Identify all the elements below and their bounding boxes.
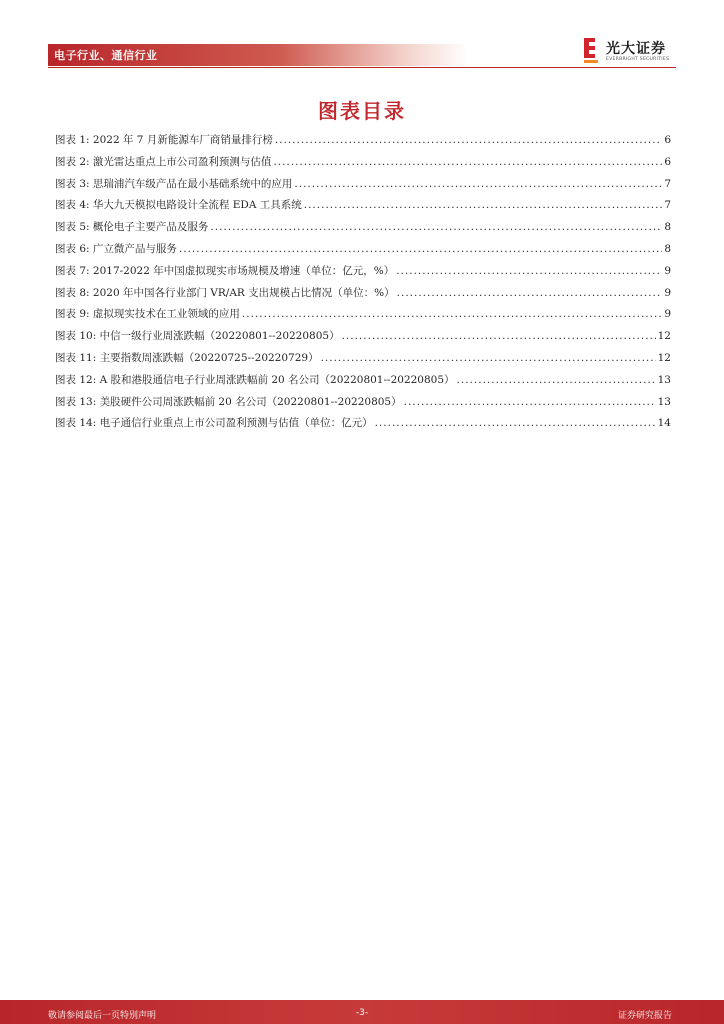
toc-entry-title — [55, 197, 302, 212]
toc-entry-text: 广立微产品与服务 — [92, 242, 177, 255]
toc-entry-title — [55, 176, 292, 191]
toc-entry-label: 图表 1: — [55, 134, 90, 146]
header-divider — [48, 67, 676, 68]
toc-page-number: 9 — [664, 308, 671, 321]
toc-entry[interactable] — [55, 154, 671, 176]
logo-name: 光大证券 — [606, 41, 666, 57]
toc-page-number: 6 — [664, 155, 671, 168]
toc-entry-text: 中信一级行业周涨跌幅（20220801--20220805） — [99, 330, 340, 343]
toc-entry-title — [55, 394, 402, 409]
toc-entry-text: 美股硬件公司周涨跌幅前 20 名公司（20220801--20220805） — [99, 395, 402, 408]
page-title: 图表目录 — [318, 99, 406, 123]
page-header — [0, 0, 724, 70]
toc-entry-label: 图表 2: — [55, 155, 90, 168]
toc-entry-title — [55, 219, 208, 234]
toc-leader-dots — [294, 178, 662, 190]
toc-leader-dots — [179, 243, 662, 255]
toc-entry[interactable] — [55, 176, 671, 198]
header-section-title: 电子行业、通信行业 — [54, 49, 158, 62]
toc-leader-dots — [397, 287, 663, 299]
toc-entry[interactable] — [55, 241, 671, 263]
company-logo — [581, 36, 681, 66]
toc-entry-label: 图表 13: — [55, 395, 97, 408]
footer-report-type: 证券研究报告 — [617, 1011, 672, 1021]
page-footer — [0, 1000, 724, 1024]
toc-page-number: 13 — [657, 373, 671, 386]
toc-page-number: 12 — [657, 351, 671, 364]
toc-entry[interactable] — [55, 372, 671, 394]
toc-leader-dots — [404, 396, 656, 408]
toc-entry-title — [55, 306, 240, 321]
toc-entry-label: 图表 9: — [55, 308, 90, 321]
toc-entry[interactable] — [55, 415, 671, 437]
toc-entry-label: 图表 4: — [55, 199, 90, 212]
toc-entry[interactable] — [55, 132, 671, 154]
toc-entry-title — [55, 328, 340, 343]
toc-page-number: 7 — [664, 199, 671, 212]
toc-entry-title — [55, 372, 455, 387]
toc-entry-text: 思瑞浦汽车级产品在最小基础系统中的应用 — [92, 177, 293, 190]
logo-mark-icon — [581, 36, 601, 64]
toc-leader-dots — [210, 221, 662, 233]
toc-leader-dots — [396, 265, 662, 277]
toc-page-number: 13 — [657, 395, 671, 408]
table-of-figures — [55, 132, 671, 437]
toc-entry-title — [55, 132, 273, 147]
toc-entry-text: 虚拟现实技术在工业领域的应用 — [92, 308, 240, 321]
toc-entry[interactable] — [55, 263, 671, 285]
toc-entry-title — [55, 415, 373, 430]
toc-entry-text: 主要指数周涨跌幅（20220725--20220729） — [99, 351, 319, 364]
toc-leader-dots — [304, 199, 663, 211]
toc-leader-dots — [273, 156, 662, 168]
footer-disclaimer: 敬请参阅最后一页特别声明 — [48, 1011, 157, 1021]
toc-entry-text: 概伦电子主要产品及服务 — [92, 221, 209, 234]
toc-page-number: 8 — [664, 221, 671, 234]
toc-entry-title — [55, 350, 319, 365]
logo-subtitle: EVERBRIGHT SECURITIES — [606, 57, 670, 62]
toc-entry[interactable] — [55, 328, 671, 350]
toc-entry-label: 图表 6: — [55, 242, 90, 255]
toc-page-number: 9 — [664, 286, 671, 299]
toc-entry-text: 激光雷达重点上市公司盈利预测与估值 — [92, 155, 272, 168]
toc-entry-text: 2017-2022 年中国虚拟现实市场规模及增速（单位：亿元，%） — [92, 264, 395, 277]
toc-entry-title — [55, 154, 271, 169]
toc-entry[interactable] — [55, 394, 671, 416]
toc-entry-label: 图表 3: — [55, 177, 90, 190]
toc-entry-label: 图表 11: — [55, 351, 97, 364]
toc-leader-dots — [457, 374, 656, 386]
toc-entry-text: 2022 年 7 月新能源车厂商销量排行榜 — [92, 134, 273, 146]
page-number: -3- — [355, 1008, 369, 1018]
toc-entry-label: 图表 10: — [55, 330, 97, 343]
toc-page-number: 8 — [664, 242, 671, 255]
toc-entry[interactable] — [55, 306, 671, 328]
toc-entry-text: 华大九天模拟电路设计全流程 EDA 工具系统 — [92, 199, 302, 212]
toc-page-number: 9 — [664, 264, 671, 277]
toc-page-number: 12 — [657, 330, 671, 343]
toc-entry-title — [55, 263, 394, 278]
toc-leader-dots — [342, 330, 656, 342]
toc-entry-text: A 股和港股通信电子行业周涨跌幅前 20 名公司（20220801--20220805） — [99, 373, 455, 386]
toc-entry[interactable] — [55, 285, 671, 307]
toc-entry-label: 图表 8: — [55, 286, 90, 299]
toc-leader-dots — [275, 134, 662, 146]
toc-entry-label: 图表 7: — [55, 264, 90, 277]
toc-entry-text: 2020 年中国各行业部门 VR/AR 支出规模占比情况（单位：%） — [92, 286, 395, 299]
toc-entry-title — [55, 241, 177, 256]
toc-entry-title — [55, 285, 395, 300]
toc-entry-text: 电子通信行业重点上市公司盈利预测与估值（单位：亿元） — [99, 417, 373, 430]
toc-leader-dots — [375, 417, 656, 429]
toc-page-number: 7 — [664, 177, 671, 190]
toc-entry-label: 图表 12: — [55, 373, 97, 386]
toc-leader-dots — [242, 308, 662, 320]
toc-page-number: 6 — [664, 134, 671, 146]
toc-page-number: 14 — [657, 417, 671, 430]
toc-entry[interactable] — [55, 197, 671, 219]
toc-entry-label: 图表 5: — [55, 221, 90, 234]
toc-entry-label: 图表 14: — [55, 417, 97, 430]
toc-leader-dots — [321, 352, 656, 364]
toc-entry[interactable] — [55, 350, 671, 372]
toc-entry[interactable] — [55, 219, 671, 241]
